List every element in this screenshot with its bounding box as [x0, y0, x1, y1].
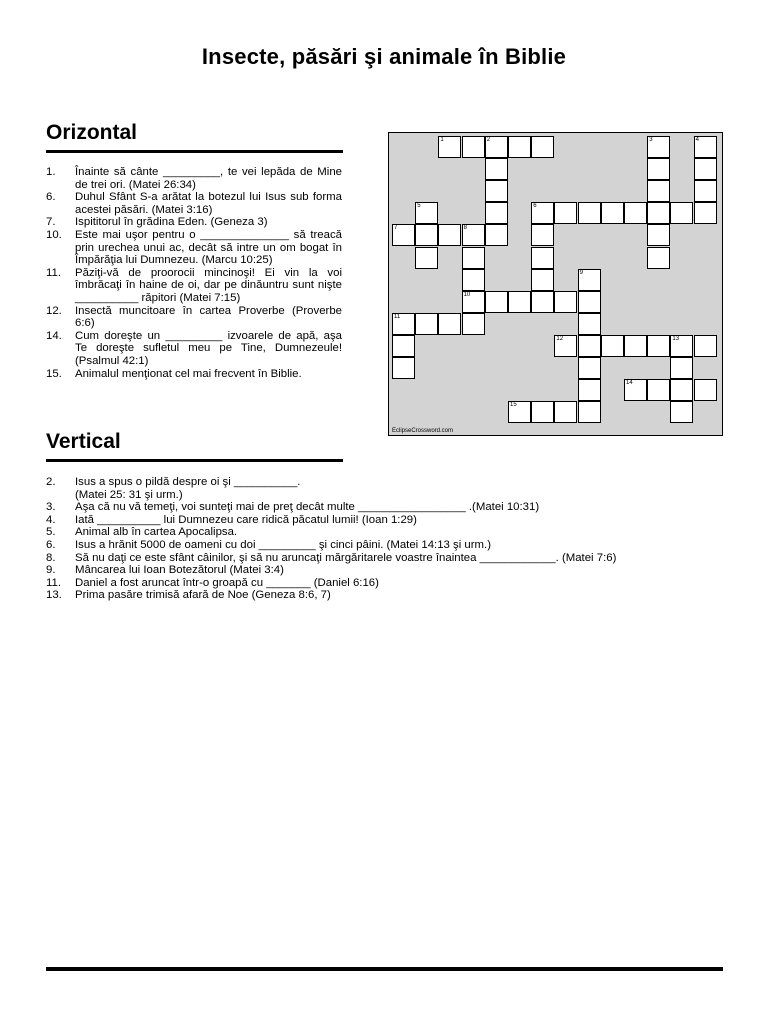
grid-cell[interactable] — [485, 158, 508, 180]
grid-cell[interactable] — [694, 180, 717, 202]
grid-cell[interactable] — [531, 202, 554, 224]
clue-number: 14. — [46, 329, 62, 342]
grid-cell[interactable] — [554, 401, 577, 423]
grid-cell[interactable] — [462, 136, 485, 158]
down-clue — [46, 501, 686, 514]
grid-cell[interactable] — [462, 269, 485, 291]
down-clue — [46, 589, 686, 602]
grid-footer-credit: EclipseCrossword.com — [392, 428, 454, 434]
grid-cell[interactable] — [670, 202, 693, 224]
grid-cell[interactable] — [670, 379, 693, 401]
down-clue — [46, 539, 686, 552]
clue-text: Mâncarea lui Ioan Botezătorul (Matei 3:4) — [75, 564, 284, 577]
clue-number: 1. — [46, 166, 56, 178]
cell-number: 6 — [533, 203, 537, 210]
grid-cell[interactable] — [392, 313, 415, 335]
grid-cell[interactable] — [694, 202, 717, 224]
grid-cell[interactable] — [624, 379, 647, 401]
down-clue — [46, 552, 686, 565]
grid-cell[interactable] — [462, 247, 485, 269]
down-clue-list — [46, 476, 686, 602]
cell-number: 15 — [510, 402, 517, 409]
grid-cell[interactable] — [531, 247, 554, 269]
grid-cell[interactable] — [415, 247, 438, 269]
grid-cell[interactable] — [624, 335, 647, 357]
grid-cell[interactable] — [601, 335, 624, 357]
across-clue — [46, 166, 342, 191]
grid-cell[interactable] — [485, 291, 508, 313]
down-heading: Vertical — [46, 430, 121, 453]
down-clue — [46, 564, 686, 577]
down-clue — [46, 526, 686, 539]
grid-cell[interactable] — [670, 357, 693, 379]
grid-cell[interactable] — [531, 401, 554, 423]
grid-cell[interactable] — [647, 224, 670, 246]
grid-cell[interactable] — [531, 291, 554, 313]
grid-cell[interactable] — [578, 401, 601, 423]
across-clue — [46, 267, 342, 305]
grid-cell[interactable] — [647, 335, 670, 357]
across-clue — [46, 305, 342, 330]
grid-cell[interactable] — [415, 313, 438, 335]
cell-number: 11 — [394, 313, 401, 320]
grid-cell[interactable] — [670, 335, 693, 357]
down-clue — [46, 514, 686, 527]
clue-text: Să nu daţi ce este sfânt câinilor, şi să nu aruncaţi mărgăritarele voastre înaintea ____________. (Matei 7:6) — [75, 551, 617, 564]
page-title: Insecte, păsări şi animale în Biblie — [201, 44, 567, 69]
cell-number: 12 — [556, 335, 564, 342]
grid-cell[interactable] — [485, 136, 508, 158]
grid-cell[interactable] — [578, 357, 601, 379]
grid-cell[interactable] — [578, 313, 601, 335]
clue-text: Isus a spus o pildă despre oi şi __________. (Matei 25: 31 şi urm.) — [75, 476, 301, 501]
clue-text: Prima pasăre trimisă afară de Noe (Geneza 8:6, 7) — [75, 589, 331, 602]
crossword-grid — [388, 132, 723, 436]
grid-cell[interactable] — [554, 335, 577, 357]
grid-cell[interactable] — [485, 202, 508, 224]
grid-cell[interactable] — [647, 379, 670, 401]
grid-cell[interactable] — [392, 224, 415, 246]
across-clue — [46, 229, 342, 267]
grid-cell[interactable] — [462, 224, 485, 246]
clue-number: 15. — [46, 367, 62, 380]
grid-cell[interactable] — [392, 357, 415, 379]
clue-text: Ispititorul în grădina Eden. (Geneza 3) — [75, 216, 268, 229]
across-clue — [46, 191, 342, 216]
grid-cell[interactable] — [531, 269, 554, 291]
clue-number: 13. — [46, 589, 62, 602]
clue-number: 11. — [46, 576, 61, 589]
clue-number: 3. — [46, 501, 56, 514]
grid-cell[interactable] — [485, 224, 508, 246]
down-heading-rule — [46, 459, 343, 462]
grid-cell[interactable] — [601, 202, 624, 224]
grid-cell[interactable] — [578, 335, 601, 357]
grid-cell[interactable] — [694, 136, 717, 158]
clue-number: 10. — [46, 228, 62, 241]
across-clue — [46, 330, 342, 368]
grid-cell[interactable] — [647, 136, 670, 158]
down-clue — [46, 577, 686, 590]
cell-number: 4 — [695, 137, 699, 143]
grid-cell[interactable] — [392, 335, 415, 357]
grid-cell[interactable] — [578, 202, 601, 224]
grid-cell[interactable] — [578, 379, 601, 401]
cell-number: 14 — [626, 380, 633, 387]
clue-text: Isus a hrănit 5000 de oameni cu doi _________ şi cinci pâini. (Matei 14:13 şi urm.) — [75, 538, 491, 551]
clue-number: 11. — [46, 266, 61, 279]
grid-cell[interactable] — [508, 136, 531, 158]
clue-text: Cum doreşte un _________ izvoarele de apă, aşa Te doreşte sufletul meu pe Tine, Dumnezeule! (Psalmul 42:1) — [75, 329, 342, 367]
clue-text: Daniel a fost aruncat într-o groapă cu _______ (Daniel 6:16) — [75, 576, 379, 589]
across-heading-rule — [46, 150, 343, 153]
grid-cell[interactable] — [438, 224, 461, 246]
grid-cell[interactable] — [508, 291, 531, 313]
clue-text: Iată __________ lui Dumnezeu care ridică păcatul lumii! (Ioan 1:29) — [75, 513, 417, 526]
cell-number: 10 — [463, 291, 471, 298]
clue-number: 4. — [46, 513, 56, 526]
clue-text: Animal alb în cartea Apocalipsa. — [75, 526, 238, 539]
grid-cell[interactable] — [438, 313, 461, 335]
across-clue-list — [46, 166, 342, 380]
grid-cell[interactable] — [694, 379, 717, 401]
grid-cell[interactable] — [508, 401, 531, 423]
cell-number: 2 — [486, 137, 491, 143]
across-clue — [46, 368, 342, 381]
cell-number: 13 — [672, 335, 680, 342]
clue-text: Păziţi-vă de proorocii mincinoşi! Ei vin la voi îmbrăcaţi în haine de oi, dar pe dinăuntru sunt nişte __________ răpitori (Matei 7:15) — [75, 266, 342, 304]
across-clue — [46, 216, 342, 229]
grid-cell[interactable] — [578, 291, 601, 313]
grid-cell[interactable] — [438, 136, 461, 158]
clue-number: 8. — [46, 551, 56, 564]
down-clue — [46, 476, 686, 501]
cell-number: 8 — [463, 225, 467, 232]
grid-cell[interactable] — [485, 180, 508, 202]
clue-text: Este mai uşor pentru o ______________ să treacă prin urechea unui ac, decât să intre un om bogat în Împărăţia lui Dumnezeu. (Marcu 10:25) — [75, 228, 342, 267]
clue-text: Aşa că nu vă temeţi, voi sunteţi mai de preţ decât multe _________________ .(Matei 10:31) — [75, 501, 540, 514]
clue-number: 5. — [46, 526, 56, 539]
grid-cell[interactable] — [531, 224, 554, 246]
grid-cell[interactable] — [694, 335, 717, 357]
grid-cell[interactable] — [415, 202, 438, 224]
cell-number: 9 — [579, 269, 583, 276]
clue-number: 9. — [46, 564, 56, 577]
grid-cell[interactable] — [647, 202, 670, 224]
clue-number: 12. — [46, 304, 62, 317]
clue-text: Duhul Sfânt S-a arătat la botezul lui Isus sub forma acestei păsări. (Matei 3:16) — [75, 191, 342, 216]
grid-cell[interactable] — [415, 224, 438, 246]
clue-text: Animalul menţionat cel mai frecvent în Biblie. — [75, 367, 302, 380]
clue-number: 6. — [46, 191, 56, 204]
clue-text: Înainte să cânte _________, te vei lepăda de Mine de trei ori. (Matei 26:34) — [75, 166, 342, 191]
cell-number: 7 — [394, 225, 398, 232]
grid-cell[interactable] — [647, 180, 670, 202]
grid-cell[interactable] — [578, 269, 601, 291]
grid-cell[interactable] — [554, 202, 577, 224]
cell-number: 3 — [649, 137, 653, 143]
bottom-rule — [46, 967, 723, 971]
cell-number: 1 — [440, 137, 444, 143]
grid-cell[interactable] — [462, 291, 485, 313]
grid-cell[interactable] — [647, 158, 670, 180]
grid-cell[interactable] — [624, 202, 647, 224]
grid-cell[interactable] — [694, 158, 717, 180]
clue-number: 2. — [46, 476, 56, 488]
grid-cell[interactable] — [462, 313, 485, 335]
grid-cell[interactable] — [531, 136, 554, 158]
cell-number: 5 — [417, 203, 421, 210]
clue-number: 7. — [46, 216, 56, 229]
clue-number: 6. — [46, 538, 56, 551]
clue-text: Insectă muncitoare în cartea Proverbe (Proverbe 6:6) — [75, 304, 342, 330]
across-heading: Orizontal — [46, 121, 138, 144]
grid-cell[interactable] — [647, 247, 670, 269]
grid-cell[interactable] — [554, 291, 577, 313]
grid-cell[interactable] — [670, 401, 693, 423]
